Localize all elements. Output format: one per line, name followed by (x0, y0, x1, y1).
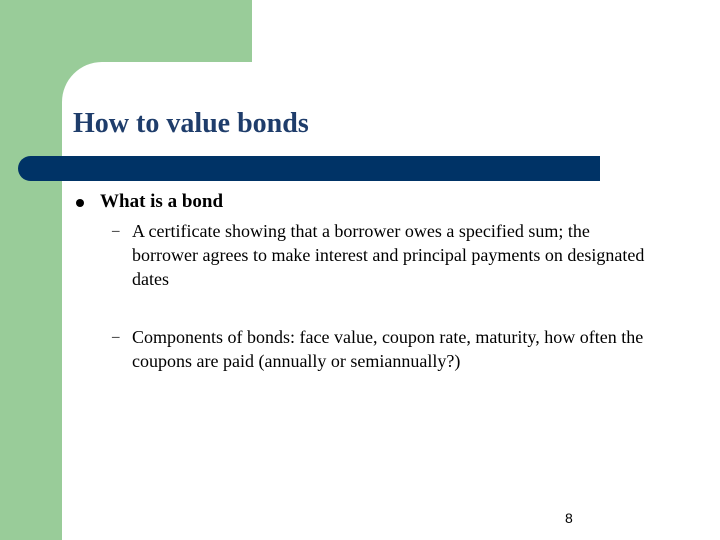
decorative-corner-curve (62, 62, 102, 102)
slide-title: How to value bonds (73, 108, 309, 139)
sub-bullet-dash-icon: – (112, 329, 120, 345)
decorative-green-left-band (0, 0, 62, 540)
title-divider-bar (18, 156, 600, 181)
page-number: 8 (565, 510, 573, 526)
sub-item-text: A certificate showing that a borrower owes a specified sum; the borrower agrees to make interest and principal payments on designated dates (132, 221, 645, 289)
bullet-item: What is a bond (100, 191, 224, 212)
sub-bullet-dash-icon: – (112, 223, 120, 239)
bullet-icon (76, 199, 84, 207)
sub-item-text: Components of bonds: face value, coupon rate, maturity, how often the coupons are paid (annually or semiannually?) (132, 327, 644, 371)
